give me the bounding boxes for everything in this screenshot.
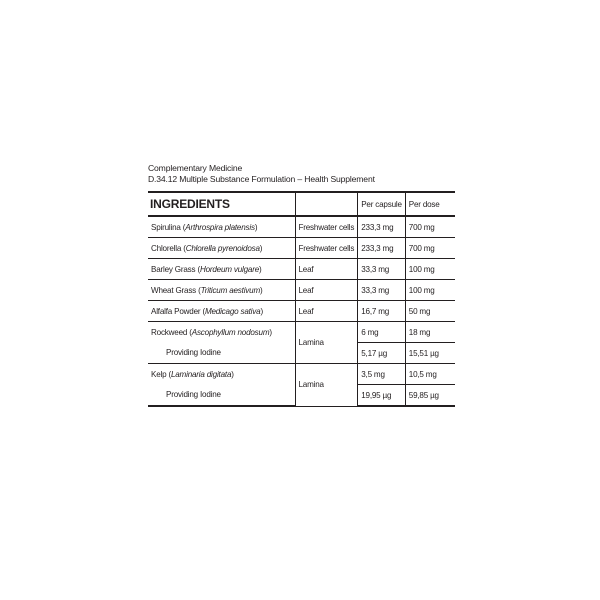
ingredient-cell: Kelp (Laminaria digitata)	[148, 364, 295, 385]
per-dose-cell: 700 mg	[405, 238, 455, 259]
per-dose-cell: 59,85 µg	[405, 385, 455, 407]
category-text: Complementary Medicine	[148, 163, 243, 173]
ingredient-name: Wheat Grass	[151, 285, 197, 295]
ingredient-cell: Alfalfa Powder (Medicago sativa)	[148, 301, 295, 322]
per-capsule-header: Per capsule	[358, 192, 406, 216]
table-row	[148, 216, 455, 238]
sub-ingredient-cell: Providing Iodine	[148, 343, 295, 364]
per-capsule-cell: 233,3 mg	[358, 238, 406, 259]
formulation-text: D.34.12 Multiple Substance Formulation – Health Supplement	[148, 174, 375, 184]
per-capsule-cell: 19,95 µg	[358, 385, 406, 407]
part-cell: Lamina	[295, 364, 358, 407]
table-row	[148, 364, 455, 385]
part-cell: Leaf	[295, 259, 358, 280]
per-capsule-cell: 5,17 µg	[358, 343, 406, 364]
ingredient-name: Alfalfa Powder	[151, 306, 201, 316]
ingredient-latin-name: Laminaria digitata	[170, 369, 232, 379]
part-cell: Freshwater cells	[295, 238, 358, 259]
per-dose-cell: 10,5 mg	[405, 364, 455, 385]
per-capsule-cell: 3,5 mg	[358, 364, 406, 385]
per-capsule-cell: 33,3 mg	[358, 280, 406, 301]
ingredient-cell: Barley Grass (Hordeum vulgare)	[148, 259, 295, 280]
table-row	[148, 259, 455, 280]
per-dose-cell: 100 mg	[405, 280, 455, 301]
per-dose-cell: 700 mg	[405, 216, 455, 238]
ingredient-cell: Wheat Grass (Triticum aestivum)	[148, 280, 295, 301]
ingredient-latin-name: Triticum aestivum	[200, 285, 260, 295]
part-cell: Freshwater cells	[295, 216, 358, 238]
ingredient-latin-name: Hordeum vulgare	[199, 264, 260, 274]
ingredient-cell: Spirulina (Arthrospira platensis)	[148, 216, 295, 238]
ingredient-latin-name: Arthrospira platensis	[185, 222, 255, 232]
part-cell: Leaf	[295, 280, 358, 301]
part-header	[295, 192, 358, 216]
ingredient-name: Barley Grass	[151, 264, 196, 274]
part-cell: Lamina	[295, 322, 358, 364]
sub-ingredient-cell: Providing Iodine	[148, 385, 295, 407]
table-row	[148, 301, 455, 322]
ingredient-name: Chlorella	[151, 243, 182, 253]
per-capsule-cell: 233,3 mg	[358, 216, 406, 238]
table-header-row	[148, 192, 455, 216]
table-row	[148, 280, 455, 301]
ingredient-name: Spirulina	[151, 222, 181, 232]
ingredients-table	[148, 191, 455, 407]
table-row	[148, 238, 455, 259]
per-capsule-cell: 6 mg	[358, 322, 406, 343]
ingredient-name: Rockweed	[151, 327, 188, 337]
per-capsule-cell: 33,3 mg	[358, 259, 406, 280]
per-capsule-cell: 16,7 mg	[358, 301, 406, 322]
label-heading	[148, 163, 458, 185]
per-dose-cell: 18 mg	[405, 322, 455, 343]
part-cell: Leaf	[295, 301, 358, 322]
per-dose-cell: 15,51 µg	[405, 343, 455, 364]
ingredient-name: Kelp	[151, 369, 167, 379]
ingredient-cell: Rockweed (Ascophyllum nodosum)	[148, 322, 295, 343]
ingredients-header: INGREDIENTS	[148, 192, 295, 216]
ingredient-latin-name: Medicago sativa	[204, 306, 261, 316]
ingredient-latin-name: Chlorella pyrenoidosa	[185, 243, 260, 253]
per-dose-header: Per dose	[405, 192, 455, 216]
ingredient-latin-name: Ascophyllum nodosum	[191, 327, 270, 337]
table-row	[148, 322, 455, 343]
per-dose-cell: 100 mg	[405, 259, 455, 280]
per-dose-cell: 50 mg	[405, 301, 455, 322]
ingredient-cell: Chlorella (Chlorella pyrenoidosa)	[148, 238, 295, 259]
